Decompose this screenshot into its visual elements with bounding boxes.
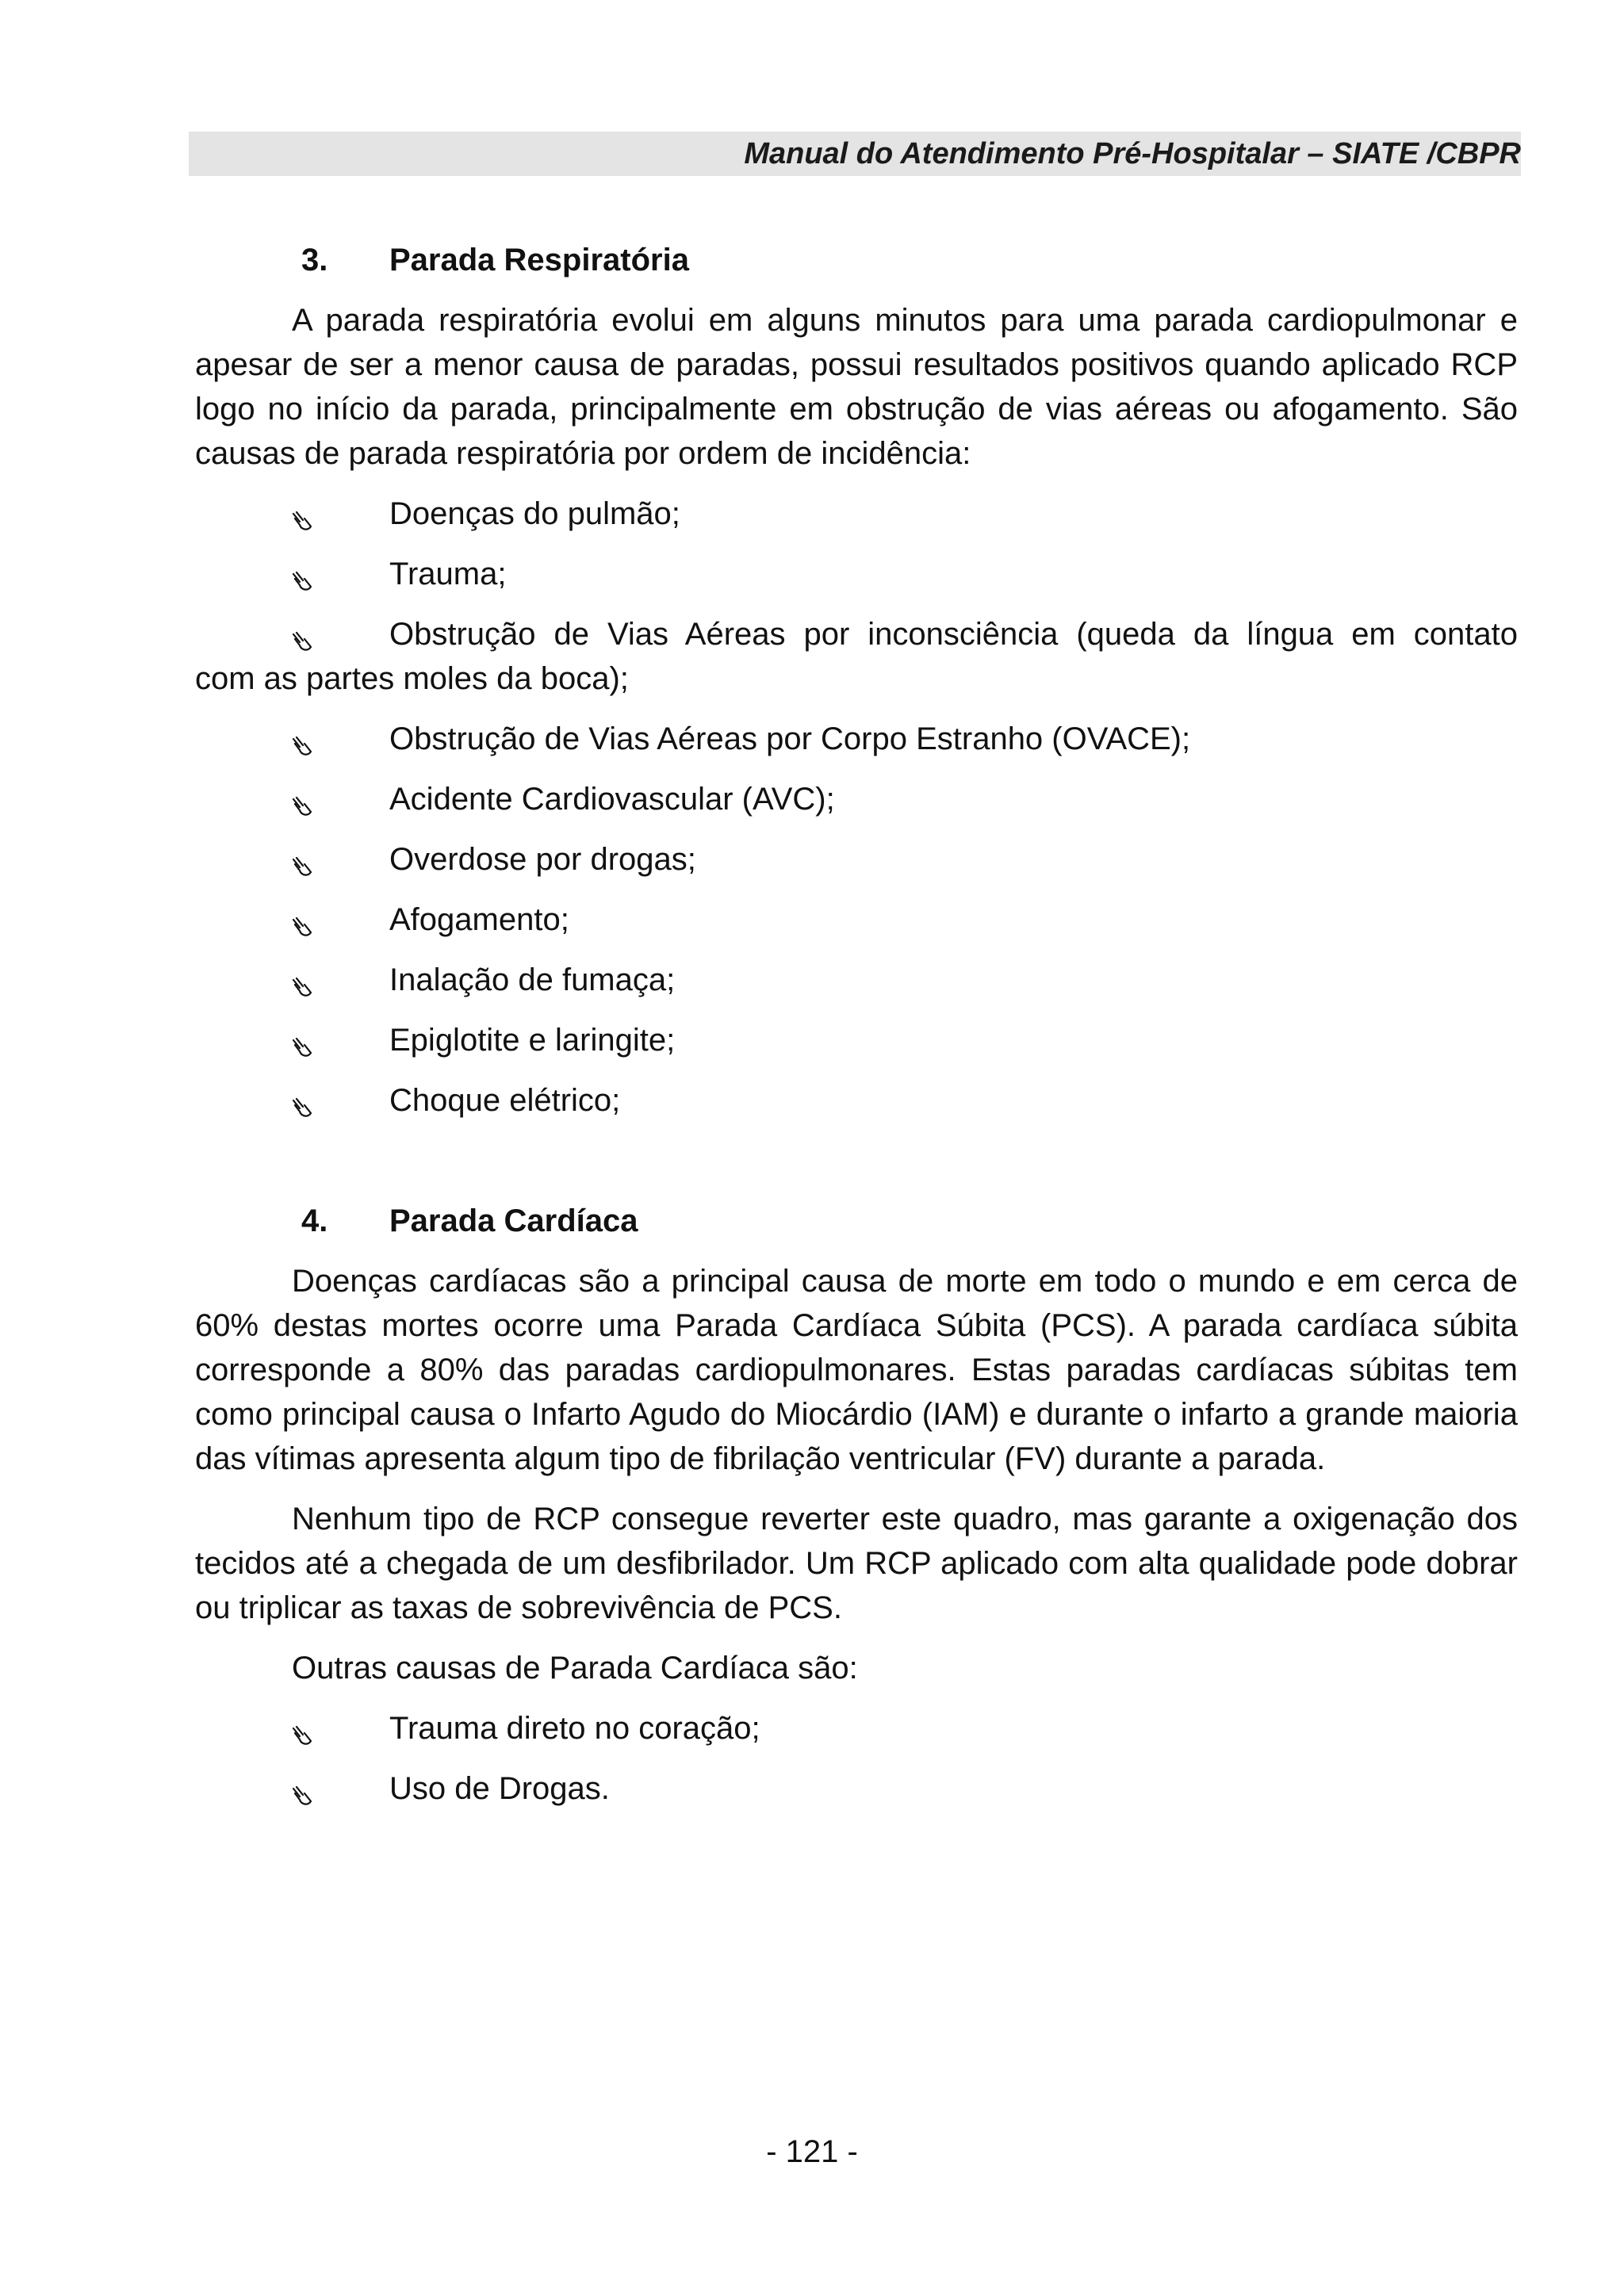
list-item [195, 612, 1518, 701]
hand-pointing-icon [290, 915, 314, 939]
list-item-text: Choque elétrico; [389, 1083, 621, 1118]
running-header [189, 132, 1521, 176]
list-item-text: Obstrução de Vias Aéreas por inconsciência (queda da língua em contato [389, 617, 1518, 652]
list-item-text: Trauma direto no coração; [389, 1711, 760, 1746]
hand-pointing-icon [290, 1724, 314, 1747]
hand-pointing-icon [290, 629, 314, 653]
page-number: - 121 - [766, 2134, 858, 2169]
list-item-text: Doenças do pulmão; [389, 496, 680, 531]
hand-pointing-icon [290, 509, 314, 533]
list-item [195, 552, 1518, 596]
list-item-text: Overdose por drogas; [389, 842, 696, 877]
list-item [195, 1078, 1518, 1123]
hand-pointing-icon [290, 1035, 314, 1059]
list-item-text: Epiglotite e laringite; [389, 1023, 676, 1058]
hand-pointing-icon [290, 855, 314, 878]
section-heading-4 [195, 1199, 1518, 1243]
list-item [195, 897, 1518, 942]
list-item [195, 837, 1518, 882]
list-item-text: Acidente Cardiovascular (AVC); [389, 782, 835, 817]
list-item [195, 1018, 1518, 1062]
section-title: Parada Respiratória [389, 243, 689, 277]
hand-pointing-icon [290, 975, 314, 999]
hand-pointing-icon [290, 794, 314, 818]
header-title: Manual do Atendimento Pré-Hospitalar – SIATE /CBPR [744, 136, 1521, 170]
list-item [195, 777, 1518, 821]
paragraph: Outras causas de Parada Cardíaca são: [292, 1651, 858, 1686]
hand-pointing-icon [290, 734, 314, 758]
list-item-text: Uso de Drogas. [389, 1771, 610, 1806]
list-item [195, 492, 1518, 536]
list-item-continuation: com as partes moles da boca); [195, 661, 629, 696]
section-number: 4. [301, 1203, 328, 1238]
hand-pointing-icon [290, 569, 314, 593]
paragraph: Doenças cardíacas são a principal causa de morte em todo o mundo e em cerca de 60% destas mortes ocorre uma Parada Cardíaca Súbita (PCS). A parada cardíaca súbita corresponde a 80% das paradas cardiopulmonares. Estas paradas cardíacas súbitas tem como principal causa o Infarto Agudo do Miocárdio (IAM) e durante o infarto a grande maioria das vítimas apresenta algum tipo de fibrilação ventricular (FV) durante a parada. [195, 1264, 1518, 1476]
page-content [195, 238, 1518, 1811]
list-item-text: Inalação de fumaça; [389, 962, 676, 997]
list-item-text: Afogamento; [389, 902, 569, 937]
list-item [195, 1766, 1518, 1811]
list-item-text: Trauma; [389, 557, 507, 591]
section-number: 3. [301, 243, 328, 277]
section-heading-3 [195, 238, 1518, 282]
list-item [195, 958, 1518, 1002]
paragraph: A parada respiratória evolui em alguns minutos para uma parada cardiopulmonar e apesar de ser a menor causa de paradas, possui resultados positivos quando aplicado RCP logo no início da parada, principalmente em obstrução de vias aéreas ou afogamento. São causas de parada respiratória por ordem de incidência: [195, 303, 1518, 471]
list-item [195, 1706, 1518, 1751]
list-item-text: Obstrução de Vias Aéreas por Corpo Estranho (OVACE); [389, 721, 1191, 756]
hand-pointing-icon [290, 1096, 314, 1119]
paragraph: Nenhum tipo de RCP consegue reverter este quadro, mas garante a oxigenação dos tecidos até a chegada de um desfibrilador. Um RCP aplicado com alta qualidade pode dobrar ou triplicar as taxas de sobrevivência de PCS. [195, 1502, 1518, 1625]
list-item [195, 717, 1518, 761]
section-title: Parada Cardíaca [389, 1203, 638, 1238]
hand-pointing-icon [290, 1784, 314, 1808]
